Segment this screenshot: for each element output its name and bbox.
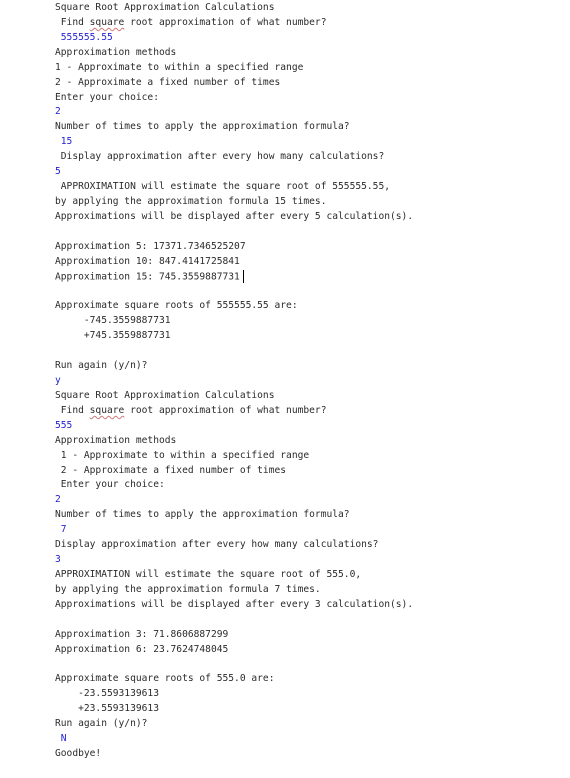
console-output-line: by applying the approximation formula 15 times. [55,195,327,207]
console-output-line: Square Root Approximation Calculations [55,389,275,401]
console-output-line: Approximation 3: 71.8606887299 [55,628,229,640]
text-cursor [243,270,244,283]
console-output-line: Display approximation after every how many calculations? [55,539,379,551]
console-output-line: Approximation methods [55,46,177,58]
console-output-line: APPROXIMATION will estimate the square root of 555555.55, [55,181,391,193]
console-input-line: 7 [55,524,67,536]
console-output-line: Find square root approximation of what number? [55,16,327,28]
console-output-line: -745.3559887731 [55,315,171,327]
console-output-line: Approximate square roots of 555.0 are: [55,673,275,685]
console-output-line: Enter your choice: [55,479,165,491]
console-output-line: Square Root Approximation Calculations [55,2,275,13]
console-output-line: -23.5593139613 [55,688,159,700]
console-input-line: 555555.55 [55,31,113,43]
console-output-line: 2 - Approximate a fixed number of times [55,464,287,476]
console-input-line: 5 [55,166,61,178]
console-output-line: Find square root approximation of what number? [55,404,327,416]
console-output-line: Approximation 5: 17371.7346525207 [55,240,246,252]
spellcheck-word: square [89,404,125,416]
console-output-line: Approximate square roots of 555555.55 are: [55,300,298,312]
console-output-line: Run again (y/n)? [55,360,148,372]
console-input-line: N [55,733,67,745]
console-output-line: Goodbye! [55,748,102,759]
console-input-line: 555 [55,419,73,431]
console-output-line: +745.3559887731 [55,330,171,342]
console-input-line: 15 [55,136,73,148]
console-output-line: Number of times to apply the approximation formula? [55,509,350,521]
console-output-line: +23.5593139613 [55,703,159,715]
console-output-line: by applying the approximation formula 7 times. [55,583,321,595]
console-output-line: 2 - Approximate a fixed number of times [55,76,281,88]
console-output-line: Run again (y/n)? [55,718,148,730]
console-output-line: Enter your choice: [55,91,159,103]
console-output-line: Display approximation after every how many calculations? [55,151,385,163]
console-input-line: 2 [55,106,61,118]
console-output-line: Approximation 15: 745.3559887731 [55,270,244,284]
console-output-line: Approximation 6: 23.7624748045 [55,643,229,655]
spellcheck-word: square [89,16,125,28]
console-output-line: 1 - Approximate to within a specified range [55,61,304,73]
console-output-line: Number of times to apply the approximation formula? [55,121,350,133]
console-output-line: 1 - Approximate to within a specified range [55,449,310,461]
console-output-line: Approximations will be displayed after every 3 calculation(s). [55,598,414,610]
console-output-line: APPROXIMATION will estimate the square root of 555.0, [55,568,362,580]
console-output-line: Approximation 10: 847.4141725841 [55,255,240,267]
console-input-line: 3 [55,554,61,566]
console-input-line: 2 [55,494,61,506]
console-output-line: Approximations will be displayed after every 5 calculation(s). [55,210,414,222]
console-output-line: Approximation methods [55,434,177,446]
console-input-line: y [55,375,61,386]
